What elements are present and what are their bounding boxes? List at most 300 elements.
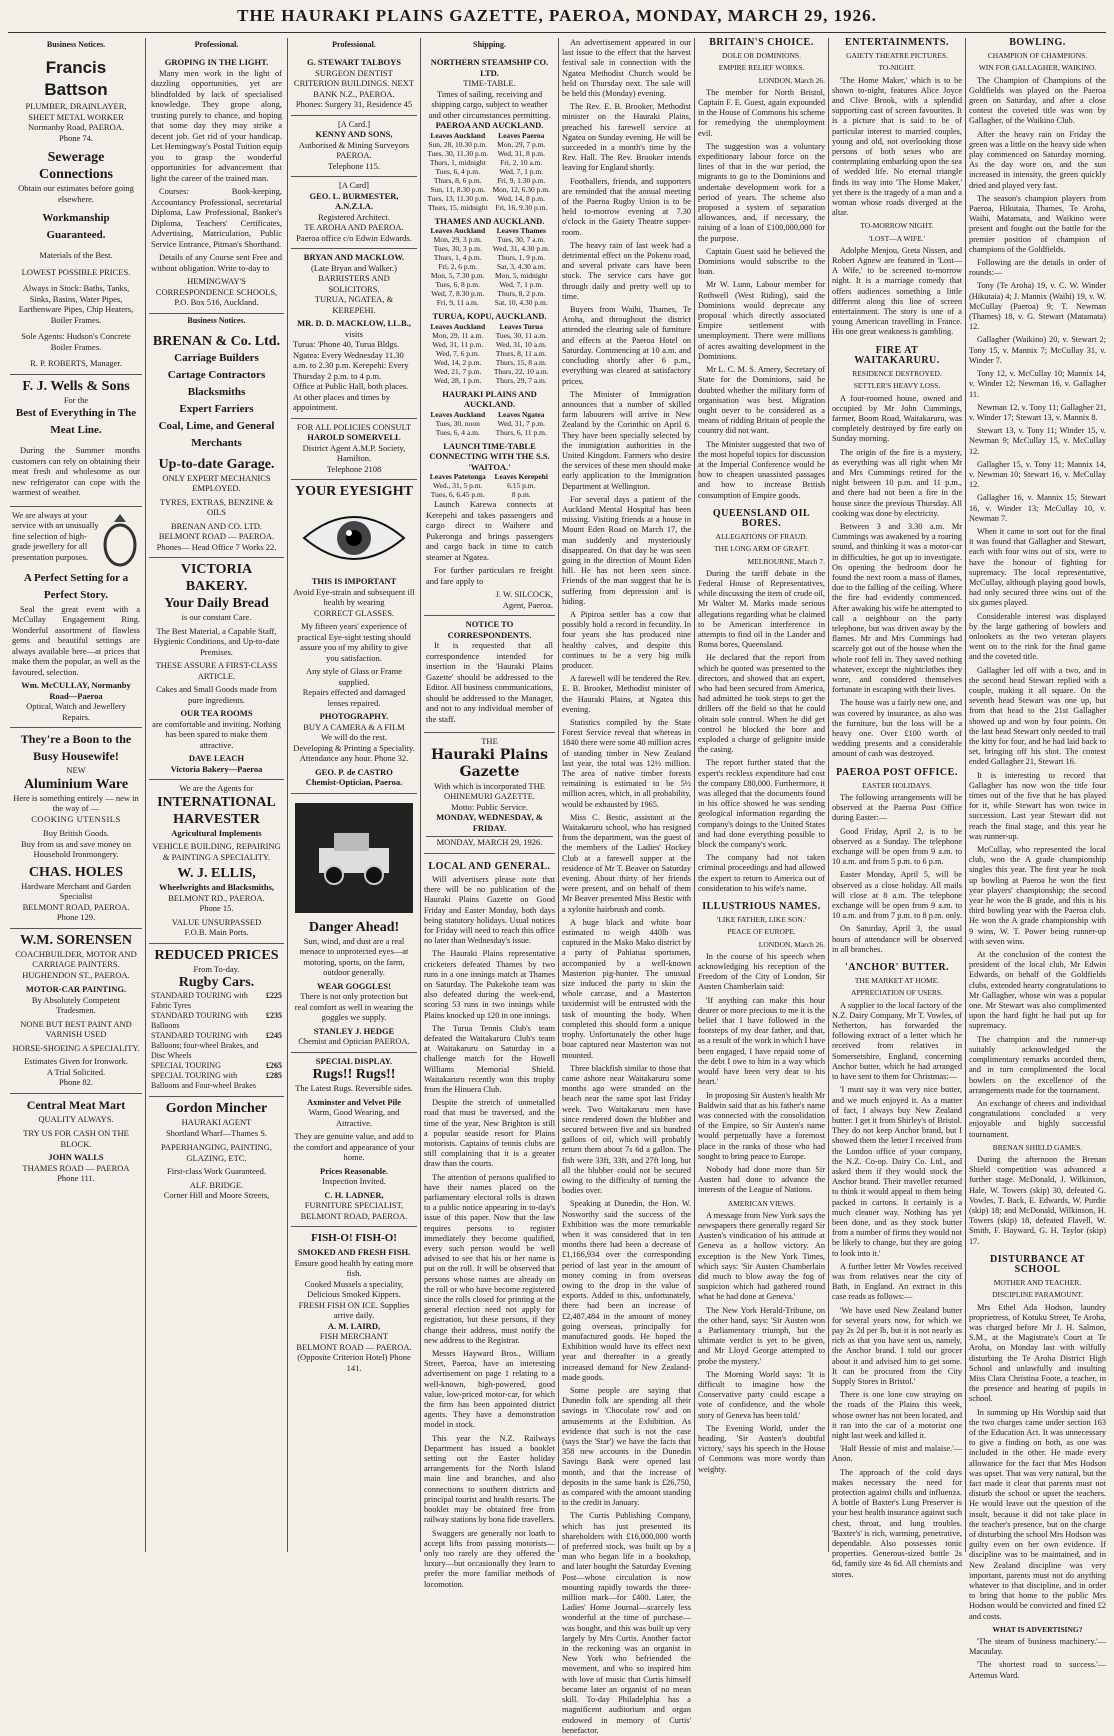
table-row bbox=[426, 428, 553, 437]
article-subheading: BRENAN SHIELD GAMES. bbox=[992, 1142, 1083, 1152]
price-label: STANDARD TOURING with Fabric Tyres bbox=[151, 991, 248, 1011]
table-cell: Fri, 16, 9.30 p.m. bbox=[495, 202, 548, 212]
table-header bbox=[426, 131, 553, 140]
advert-text: CORRECT GLASSES. bbox=[313, 607, 395, 618]
timetable bbox=[426, 472, 553, 499]
table-row bbox=[426, 349, 553, 358]
advert-heading: GROPING IN THE LIGHT. bbox=[164, 57, 269, 68]
article-text: Newman 12, v. Tony 11; Gallagher 21, v. Winder 17; Stewart 13, v. Mannix 8. bbox=[969, 402, 1106, 422]
advert-text: Avoid Eye-strain and subsequent ill health by wearing bbox=[293, 586, 415, 608]
advert-text: Materials of the Best. bbox=[39, 250, 113, 261]
card-burmester bbox=[291, 177, 417, 249]
table-cell: Wed, 31, 10 a.m. bbox=[495, 339, 547, 349]
notice-correspondents bbox=[424, 616, 555, 733]
advert-heading: PHOTOGRAPHY. bbox=[319, 711, 389, 722]
table-cell: Sun, 11, 8.30 p.m. bbox=[430, 184, 486, 194]
article-text: The approach of the cold days makes necessary the need for protection against chills and influenza. A bottle of Baxter's Lung Preserver is your best health insurance against such chest, throat, and lung troubles. 'Baxter's' is rich, warming, penetrative, dependable. Also possesses tonic properties. Generous-sized bottle 2s 6d, family size 4s 6d. All chemists and stores. bbox=[832, 1467, 962, 1579]
advert-text: Phone 129. bbox=[56, 912, 96, 923]
article-text: Some people are saying that Dunedin folk are spending all their savings in 'Chocolate row' and on amusements at the Exhibition. As evidence that such is not the case (says the 'Star') we have the facts that 358 new accounts in the Dunedin Savings Bank were opened last month, and that the increase of deposits in the same bank is £26,750, as compared with the amount standing to the credit in January. bbox=[562, 1386, 691, 1508]
advert-text: For the bbox=[63, 394, 89, 405]
advert-text: Obtain our estimates before going elsewhere. bbox=[18, 183, 134, 204]
article-text: A message from New York says the newspapers there generally regard Sir Austen's vindication of his attitude at Geneva as a hollow victory. An exception is the New York Times, which says: 'Sir Austen Chamberlain did much to blow away the fog of suspicion which had gathered round what he had done at Geneva.' bbox=[698, 1210, 825, 1302]
article-text: 'Half Bessie of mist and malaise.'—Anon. bbox=[832, 1444, 962, 1464]
advert-text: COACHBUILDER, MOTOR AND CARRIAGE PAINTERS. bbox=[15, 948, 137, 970]
article-heading: LOCAL AND GENERAL. bbox=[428, 860, 551, 872]
advert-text: COOKING UTENSILS bbox=[31, 813, 121, 824]
advert-text: QUALITY ALWAYS. bbox=[38, 1113, 114, 1124]
table-cell: Wed, 7, 1 p.m. bbox=[499, 166, 544, 176]
advert-text: We will do the rest. bbox=[320, 732, 388, 743]
table-cell: Leaves Patetonga bbox=[429, 472, 486, 482]
article-subheading: 'LOST—A WIFE.' bbox=[869, 233, 925, 243]
price-label: SPECIAL TOURING with Balloons and Four-wheel Brakes bbox=[151, 1071, 256, 1091]
article-text: During the afternoon the Brenan Shield competition was advanced a further stage. McDonald, J. Wilkinson, Hale, W. Towers (skip) 30, defeated G. Vowles, T. Back, E. Edwards, W. Purdie (skip) 18; and McDonald, Wilkinson, H. Towers (skip) 18, defeated Flavell, W. Smith, F. Hayward, G. H. Taylor (skip) 17. bbox=[969, 1154, 1106, 1246]
table-cell: Wed, 14, 2 p.m. bbox=[433, 357, 482, 367]
flag-text: With which is incorporated THE OHINEMURI GAZETTE. bbox=[434, 780, 545, 802]
table-cell: Thurs, 22, 10 a.m. bbox=[493, 366, 549, 376]
article-subheading: THE MARKET AT HOME. bbox=[854, 976, 940, 986]
advert-text: MR. D. D. MACKLOW, LL.B., bbox=[297, 318, 411, 329]
advert-text: HORSE-SHOEING A SPECIALITY. bbox=[12, 1042, 140, 1053]
table-cell: Wed, 28, 1 p.m. bbox=[433, 375, 482, 385]
article-text: The Evening World, under the heading, 'Sir Austen's doubtful victory,' says his speech in the House of Commons was more wordy than weighty. bbox=[698, 1423, 825, 1474]
table-cell: Leaves Turua bbox=[499, 321, 544, 331]
card-kenny bbox=[291, 116, 417, 178]
advert-name: G. STEWART TALBOYS bbox=[307, 57, 401, 68]
table-cell: Leaves Auckland bbox=[430, 321, 486, 331]
advert-text: THESE ASSURE A FIRST-CLASS ARTICLE. bbox=[155, 660, 278, 681]
table-row bbox=[426, 167, 553, 176]
advert-text: TE AROHA AND PAEROA. bbox=[304, 222, 404, 233]
table-row bbox=[426, 358, 553, 367]
article-text: A huge black and white boar estimated to weigh 440lb was captured in the Mako Mako district by a party of Pahiatua sportsmen, accompanied by a well-known Masterton pig-hunter. The unusual size induced the party to skin the whole carcase, and a Masterton taxidermist will be entrusted with the task of mounting the body. When completed this should form a unique trophy. Unfortunately the other huge boar captured near Masterton was not mounted. bbox=[562, 917, 691, 1060]
article-text: Following are the details in order of rounds:— bbox=[969, 258, 1106, 278]
column-rule bbox=[558, 38, 559, 1552]
article-subheading: DISCIPLINE PARAMOUNT. bbox=[992, 1290, 1083, 1300]
advert-name: GEO. L. BURMESTER, A.N.Z.I.A. bbox=[309, 190, 399, 212]
article-text: 'If anything can make this hour dearer or more precious to me it is the belief that I have followed in the footsteps of my dear father, and that, as a result of the work in which I have been engaged, I have repaid some of the debt I owe to him in a way which would have been very dear to his heart.' bbox=[698, 995, 825, 1087]
newspaper-title: Hauraki Plains Gazette bbox=[430, 746, 549, 780]
column-rule bbox=[828, 38, 829, 1552]
table-cell: Wed, 21, 7 p.m. bbox=[433, 366, 482, 376]
table-cell: Tues, 6, 4 p.m. bbox=[435, 166, 481, 176]
advert-text: District Agent A.M.P. Society, Hamilton. bbox=[302, 442, 406, 464]
article-subheading: THE LONG ARM OF GRAFT. bbox=[713, 544, 810, 554]
article-text: Good Friday, April 2, is to be observed as a Sunday. The telephone exchange will be open from 9 a.m. to 10 a.m. and from 5 p.m. to 6 p.m. bbox=[832, 826, 962, 867]
article-heading: ENTERTAINMENTS. bbox=[845, 37, 949, 48]
article-text: At the conclusion of the contest the president of the local club, Mr Edwin Edwards, on behalf of the Goldfields clubs, extended hearty congratulations to Mr Gallagher, whose win was a popular one. Mr Stewart was also complimented upon the hard fight he had put up for supremacy. bbox=[969, 950, 1106, 1031]
advert-text: HEMINGWAY'S CORRESPONDENCE SCHOOLS, P.O. Box 516, Auckland. bbox=[155, 276, 278, 308]
advert-text: Coal, Lime, and General Merchants bbox=[158, 419, 275, 449]
advert-text: SMOKED AND FRESH FISH. bbox=[297, 1247, 411, 1258]
table-header bbox=[426, 410, 553, 419]
article-text: 'The steam of business machinery.'—Macaulay. bbox=[969, 1637, 1106, 1657]
column-2 bbox=[149, 38, 284, 1552]
table-row bbox=[426, 149, 553, 158]
article-text: In summing up His Worship said that the two charges came under section 163 of the Education Act. It was unnecessary to give a finding on both, as one was included in the other. He made every allowance for the fact that Mrs Hodson was upset. That was very natural, but the fact made it clear that parents must not disturb the school or upset the teachers. He would leave out the question of the insult, because it did not take place in the teacher's presence, but on the charge of disturbing the school Mrs Hodson was guilty even on her own evidence. If discipline was to be maintained, and in New Zealand discipline was very important, parents must not do anything whatever to that discipline, and in order to bring that home to the public Mrs Hodson would be convicted and fined £2 and costs. bbox=[969, 1407, 1106, 1621]
table-cell: Thurs, 8, 2 p.m. bbox=[497, 289, 546, 299]
advert-text: PLUMBER, DRAINLAYER, SHEET METAL WORKER bbox=[25, 101, 127, 122]
table-header bbox=[426, 322, 553, 331]
advert-heading: Rugby Cars. bbox=[178, 975, 255, 991]
advert-text: Inspection Invited. bbox=[322, 1176, 386, 1187]
table-row bbox=[426, 298, 553, 307]
table-cell: 6.15 p.m. bbox=[507, 481, 536, 491]
advert-sorensen bbox=[10, 929, 142, 1094]
article-text: The house was a fairly new one, and was covered by insurance, as also was the furniture, but the loss will be a heavy one. Over £100 worth of wedding presents and a considerable amount of cash was destroyed. bbox=[832, 698, 962, 759]
price-row bbox=[151, 991, 282, 1011]
article-text: Speaking at Dunedin, the Hon. W. Nosworthy said the success of the Exhibition was the more remarkable when it was considered that in ten months there had been a decrease of £1,166,934 over the corresponding period of last year in the amount of money coming in from overseas owing to the drop in the value of exports. Added to this, unfortunately, there had been an increase of £2,487,484 in the amount of money going overseas, principally for manufactured goods. He hoped the Exhibition would have its effect next year and thereafter in a greatly increased demand for New Zealand-made goods. bbox=[562, 1199, 691, 1382]
advert-text: Phone 111. bbox=[57, 1173, 95, 1184]
advert-text: Registered Architect. bbox=[318, 211, 390, 222]
price-value: £285 bbox=[266, 1071, 282, 1081]
advert-text: Turua: 'Phone 40, Turua Bldgs. Ngatea: Every Wednesday 11.30 a.m. to 2.30 p.m. Kerepehi: Every Thursday 2 p.m. to 4 p.m. bbox=[293, 339, 409, 381]
advert-text: Carriage Builders bbox=[174, 351, 259, 364]
article-text: Adolphe Menjou, Greta Nissen, and Robert Agnew are featured in 'Lost—A Wife,' to be screened to-morrow night. It is a marriage comedy that offers audiences something a little different along this line of screen entertainment. The story is one of a young American travelling in France. His one great weakness is gambling. bbox=[832, 245, 962, 337]
article-subheading: MOTHER AND TEACHER. bbox=[993, 1278, 1082, 1288]
advert-heading: HAURAKI PLAINS AND AUCKLAND. bbox=[442, 388, 537, 410]
advert-aluminium bbox=[10, 728, 142, 929]
advert-text: [A Card] bbox=[339, 180, 369, 191]
advert-heading: They're a Boon to the Busy Housewife! bbox=[20, 732, 132, 764]
advert-heading: NORTHERN STEAMSHIP CO. LTD. bbox=[430, 57, 549, 78]
article-text: The Champion of Champions of the Goldfields was played on the Paeroa green on Saturday, and after a close contest the coveted title was won by Gallagher, of the Waikino Club. bbox=[969, 75, 1106, 126]
advert-heading: Danger Ahead! bbox=[308, 919, 400, 935]
card-talboys bbox=[291, 54, 417, 116]
advert-rugby-cars bbox=[149, 944, 284, 1098]
table-cell: Leaves Paeroa bbox=[498, 130, 545, 140]
table-row bbox=[426, 367, 553, 376]
table-cell: Thurs, 29, 7 a.m. bbox=[495, 375, 547, 385]
advert-text: Agent, Paeroa. bbox=[502, 599, 553, 610]
advert-text: Wheelwrights and Blacksmiths, bbox=[159, 882, 274, 893]
table-cell: Tues, 6, 4 a.m. bbox=[435, 427, 480, 437]
article-text: 'The Home Maker,' which is to be shown to-night, features Alice Joyce and Clive Brook, with a splendid supporting cast of screen favourites. It is a picture that is said to be of particular interest to married couples, young and old, not overlooking those persons of both sexes who are contemplating embarking upon the sea of wedded life. No eternal triangle finds its way into 'The Home Maker,' yet there is the tragedy of a man and a woman whose roads diverged at the altar. bbox=[832, 75, 962, 218]
advert-text: Phone 82. bbox=[59, 1077, 93, 1088]
article-text: Statistics compiled by the State Forest Service reveal that whereas in 1840 there were some 40 million acres of standing timber in New Zealand last year, the total was 12½ million. The area of native timber forests remaining is estimated to be 5½ million acres, which, in all probability, would be exhausted by 1965. bbox=[562, 718, 691, 809]
article-text: Easter Monday, April 5, will be observed as a close holiday. All mails will close at 8 a.m. The telephone exchange will be open from 9 a.m. to 10 a.m. and from 7 p.m. to 8 p.m. only. bbox=[832, 870, 962, 921]
article-subheading: AMERICAN VIEWS. bbox=[727, 1198, 796, 1208]
advert-fish bbox=[291, 1227, 417, 1378]
table-row bbox=[426, 194, 553, 203]
advert-wells bbox=[10, 375, 142, 507]
section-heading: Professional. bbox=[332, 40, 376, 49]
advert-text: BUY A CAMERA & A FILM bbox=[303, 721, 405, 732]
article-text: An exchange of cheers and individual congratulations concluded a very enjoyable and highly successful tournament. bbox=[969, 1098, 1106, 1139]
article-heading: ILLUSTRIOUS NAMES. bbox=[702, 901, 821, 913]
price-value: £225 bbox=[266, 991, 282, 1001]
table-row bbox=[426, 176, 553, 185]
advert-heading: INTERNATIONAL HARVESTER bbox=[157, 794, 276, 827]
article-heading: DISTURBANCE AT SCHOOL bbox=[990, 1253, 1085, 1275]
article-text: Gallagher 16, v. Mannix 15; Stewart 16, v. Winder 13; McCullay 10, v. Newman 7. bbox=[969, 493, 1106, 523]
advert-text: OUR TEA ROOMS bbox=[180, 708, 253, 719]
table-cell: Fri, 2, 6 p.m. bbox=[438, 262, 478, 272]
article-subheading: PEACE OF EUROPE. bbox=[727, 927, 796, 937]
advert-text: Chemist-Optician, Paeroa. bbox=[305, 777, 403, 788]
table-row bbox=[426, 244, 553, 253]
advert-text: They are genuine value, and add to the comfort and appearance of your home. bbox=[293, 1131, 415, 1163]
advert-text: Cakes and Small Goods made from pure ingredients. bbox=[156, 684, 277, 705]
article-text: A supplier to the local factory of the N.Z. Dairy Company, Mr T. Vowles, of Netherton, has forwarded the following extract of a letter which he received from relatives in Somersetshire, England, concerning Anchor butter, which he had arranged to have sent to them for Christmas:— bbox=[832, 1000, 962, 1082]
advert-text: CRITERION BUILDINGS. NEXT BANK N.Z., PAEROA. bbox=[293, 78, 415, 99]
advert-text: BELMONT ROAD — PAEROA. (Opposite Criterion Hotel) Phone 141. bbox=[296, 1341, 412, 1373]
article-text: Between 3 and 3.30 a.m. Mr Cummings was awakened by a roaring sound, and thinking it was a motor-car in difficulties, he got up to investigate. On opening the bedroom door he found the next room a mass of flames, due to the falling of the ceiling. Where the fire had evidently commenced. After awaking his wife he attempted to call a neighbour on the party telephone, but was driven away by the flames. Mr and Mrs Cummings had scarcely got out of the house when the whole roof fell in. They saved nothing whatever, except the nightclothes they wore, and considered themselves fortunate in escaping with their lives. bbox=[832, 521, 962, 695]
advert-battson bbox=[10, 54, 142, 375]
table-cell: Thurs, 6, 11 p.m. bbox=[495, 427, 547, 437]
table-row bbox=[426, 340, 553, 349]
timetable bbox=[426, 410, 553, 437]
advert-walls bbox=[10, 1094, 142, 1189]
advert-name: Wm. McCULLAY, Normanby Road—Paeroa bbox=[21, 680, 131, 701]
advert-text: LOWEST POSSIBLE PRICES. bbox=[21, 266, 131, 277]
advert-text: Normanby Road, PAEROA. bbox=[27, 122, 125, 133]
table-cell: Mon, 12, 6.30 p.m. bbox=[492, 184, 550, 194]
advert-text: We are always at your service with an unusually fine selection of high-grade jewellery for all presentation purposes. bbox=[12, 509, 99, 562]
advert-name: J. W. SILCOCK, bbox=[495, 589, 553, 600]
advert-text: TURUA, NGATEA, & KEREPEHI. bbox=[314, 294, 394, 315]
column-7 bbox=[832, 37, 962, 1579]
table-row bbox=[426, 253, 553, 262]
advert-text: Phone 74. bbox=[59, 132, 93, 143]
article-text: Considerable interest was displayed by the large gathering of bowlers and onlookers as the two veteran players went on to the rink for the final game and the coveted title. bbox=[969, 611, 1106, 662]
table-header bbox=[426, 472, 553, 481]
table-cell: Wed, 31, 11 p.m. bbox=[432, 339, 484, 349]
advert-eyesight bbox=[291, 480, 417, 794]
advert-goggles bbox=[291, 794, 417, 1053]
advert-text: BELMONT ROAD, PAEROA. bbox=[22, 901, 130, 912]
table-cell: Sun, 28, 10.30 p.m. bbox=[428, 139, 488, 149]
advert-heading: Workmanship Guaranteed. bbox=[42, 212, 110, 242]
advert-text: Corner Hill and Moore Streets, bbox=[163, 1190, 270, 1201]
article-text: During the tariff debate in the Federal House of Representatives, while discussing the item of crude oil, Mr Walter M. Marks made serious allegations regarding what he claimed to be American interference in attempts to find oil in the Lander and Roma bores, Queensland. bbox=[698, 568, 825, 650]
advert-text: PAEROA AND AUCKLAND. bbox=[435, 120, 544, 131]
advert-harvester bbox=[149, 780, 284, 944]
advert-text: TYRES, EXTRAS, BENZINE & OILS bbox=[159, 496, 274, 518]
dateline: MELBOURNE, March 7. bbox=[747, 556, 825, 566]
table-cell: Leaves Thames bbox=[496, 226, 546, 236]
advert-name: GEO. P. de CASTRO bbox=[315, 766, 393, 777]
advert-text: Axminster and Velvet Pile bbox=[306, 1096, 402, 1107]
article-text: The suggestion was a voluntary expeditionary labour force on the lines of that in the war period, the migrants to go to the Dominions and undertake development work for a period of years. The scheme also proposed a system of separation allowances, and, if necessary, the raising of a loan of £100,000,000 for the purpose. bbox=[698, 141, 825, 243]
advert-name: C. H. LADNER, bbox=[324, 1189, 384, 1200]
article-text: The member for North Bristol, Captain F. E. Guest, again expounded in the House of Commons his scheme for remedying the unemployment evil. bbox=[698, 87, 825, 138]
article-text: The report further stated that the expert's reckless expenditure had cost the company £80,000. Furthermore, it was alleged that the documents found in his office showed he was sending geological information regarding the company's doings to the United States and had done everything possible to block the company's work. bbox=[698, 758, 825, 850]
advert-mincher bbox=[149, 1097, 284, 1206]
article-subheading: TO-NIGHT. bbox=[878, 63, 916, 73]
article-subheading: DOLE OR DOMINIONS. bbox=[722, 51, 801, 61]
article-text: The origin of the fire is a mystery, as everything was all right when Mr and Mrs Cummings retired for the night between 10 p.m. and 11 p.m., and there had not been a fire in the house since the previous Thursday. All cooking was done by electricity. bbox=[832, 447, 962, 518]
article-text: Gallagher 15, v. Tony 11; Mannix 14, v. Newman 10; Stewart 16, v. McCullay 12. bbox=[969, 459, 1106, 490]
article-text: Gallagher led off with a two, and in the second head Stewart replied with a couple, making it all square. On the seventh head Stewart was one up, but from that head to the 21st Gallagher showed up and won by four points. On the last head Stewart only needed to trail the kitty for four, and he had laid back to set, bringing off his shot. The contest ended Gallagher 21, Stewart 16. bbox=[969, 665, 1106, 767]
flag-text: THE bbox=[481, 736, 498, 747]
table-cell: Mon, 5, midnight bbox=[494, 271, 548, 281]
article-text: Three blackfish similar to those that came ashore near Waitakaruru some months ago were stranded on the beach near the same spot last Friday week. Two Waitakaruru men have since rendered down the blubber and secured between five and six hundred gallons of oil, which will probably return them about 7s 6d a gallon. The fish were 33ft, 33ft, and 27ft long, but all the blubber could not be secured owing to the difficulty of turning the bodies over. bbox=[562, 1063, 691, 1196]
table-cell: Thurs, 15, midnight bbox=[427, 202, 488, 212]
car-icon bbox=[309, 823, 399, 893]
table-cell: Wed, 31, 8 p.m. bbox=[497, 148, 546, 158]
masthead-rule bbox=[8, 32, 1106, 33]
article-heading: BOWLING. bbox=[1009, 37, 1066, 48]
advert-text: Always in Stock: Baths, Tanks, Sinks, Basins, Water Pipes, Earthenware Pipes, Chip Heaters, Boiler Frames. bbox=[18, 283, 134, 325]
article-heading: QUEENSLAND OIL BORES. bbox=[712, 507, 811, 529]
price-row bbox=[151, 1011, 282, 1031]
table-cell: Leaves Ngatea bbox=[498, 409, 545, 419]
advert-name: ALF. BRIDGE. bbox=[189, 1179, 244, 1190]
advert-text: [A Card.] bbox=[337, 118, 371, 129]
advert-heading: Aluminium Ware bbox=[23, 776, 129, 792]
advert-text: Expert Farriers bbox=[179, 402, 254, 415]
advert-text: Sun, wind, and dust are a real menace to unprotected eyes—at motoring, sports, on the farm, outdoor generally. bbox=[299, 935, 409, 978]
article-text: He declared that the report from which he quoted was presented to the directors, and showed that an expert, who had been secured from America, had admitted he took steps to get the drillers off the field so that he could obtain sole control. When he did get control he blocked the bore and exploded a charge of gelignite inside the casing. bbox=[698, 653, 825, 755]
advert-text: Developing & Printing a Speciality. bbox=[293, 742, 415, 753]
article-text: Will advertisers please note that there will be no publication of the Hauraki Plains Gazette on Good Friday and Easter Monday, both days being statutory holidays. Usual notices for Friday will need to reach this office no later than Wednesday's issue. bbox=[424, 874, 555, 946]
advert-heading: LAUNCH TIME-TABLE CONNECTING WITH THE S.S. 'WAITOA.' bbox=[429, 440, 550, 472]
advert-name: A. M. LAIRD, bbox=[327, 1320, 381, 1331]
table-row bbox=[426, 203, 553, 212]
card-somervell bbox=[291, 419, 417, 481]
advert-text: FURNITURE SPECIALIST, BELMONT ROAD, PAEROA. bbox=[300, 1200, 408, 1221]
article-text: Tony (Te Aroha) 19, v. C. W. Winder (Hikutaia) 4; J. Mannix (Waihi) 19, v. W. McCullay (Paeroa) 9; T. Newman (Thames) 18, v. G. Stewart (Matamata) 12. bbox=[969, 281, 1106, 332]
table-cell: Mon, 29, 11 a.m. bbox=[432, 330, 484, 340]
table-row bbox=[426, 419, 553, 428]
advert-heading: TURUA, KOPU, AUCKLAND. bbox=[432, 311, 547, 322]
article-subheading: EASTER HOLIDAYS. bbox=[862, 780, 932, 790]
table-cell: Thurs, 1, 4 p.m. bbox=[433, 253, 482, 263]
advert-mcullay bbox=[10, 507, 142, 729]
advert-text: BELMONT RD., PAEROA. bbox=[168, 892, 265, 903]
table-cell: Tues, 6, 6.45 p.m. bbox=[430, 490, 485, 500]
advert-text: FOR ALL POLICIES CONSULT bbox=[296, 421, 412, 432]
article-text: Swaggers are generally not loath to accept lifts from passing motorists—only too rarely are they offered the luxury—but occasionally they learn to prefer the more familiar methods of locomotion. bbox=[424, 1528, 555, 1589]
article-text: A further letter Mr Vowles received was from relatives near the city of Bath, in England. An extract in this case reads as follows:— bbox=[832, 1261, 962, 1302]
advert-heading: A Perfect Setting for a Perfect Story. bbox=[23, 571, 129, 601]
advert-text: Phone 15. bbox=[199, 903, 234, 914]
advert-text: Blacksmiths bbox=[187, 385, 246, 398]
advert-text: FISH MERCHANT bbox=[319, 1331, 389, 1342]
advert-text: My fifteen years' experience of practical Eye-sight testing should assure you of my ability to give you satisfaction. bbox=[297, 621, 411, 663]
article-text: After the heavy rain on Friday the green was a little on the heavy side when play commenced on Saturday morning. As the day wore on, and the sun increased in intensity, the green quickly dried and played very fast. bbox=[969, 129, 1106, 190]
advert-text: Seal the great event with a McCullay Engagement Ring. Wonderful assortment of flawless gems and beautiful settings are always available here—at prices that make them the popular, as well as the favoured, selection. bbox=[12, 603, 140, 677]
article-text: The Curtis Publishing Company, which has just presented its shareholders with £16,000,000 worth of preferred stock, was built up by a man who began life in a bookshop, and later bought the Saturday Evening Post—whose circulation is now mounting rapidly towards the three-million mark—for £400. Later, the Ladies' Home Journal—scarcely less wonderful at the time of purchase—was bought, and this was built up very largely by Mrs Curtis. Another factor in the reckoning was an organist in New York who befriended the movement, and who so inspired him with love of music that Curtis himself became later an organist of no mean skill. To-day Philadelphia has a magnificent auditorium and organ endowed in memory of Curtis' benefactor. bbox=[562, 1511, 691, 1735]
card-bryan-macklow bbox=[291, 249, 417, 419]
table-cell: Tues, 6, 8 p.m. bbox=[435, 280, 481, 290]
advert-text: TIME-TABLE. bbox=[463, 78, 516, 89]
advert-text: Details of any Course sent Free and without obligation. Write to-day to bbox=[151, 252, 282, 273]
table-row bbox=[426, 481, 553, 490]
table-cell: Mon, 29, 3 p.m. bbox=[433, 235, 482, 245]
section-heading: Professional. bbox=[194, 40, 239, 49]
article-subheading: GAIETY THEATRE PICTURES. bbox=[846, 51, 948, 61]
advert-text: Agricultural Implements bbox=[171, 827, 262, 838]
table-cell: Mon, 29, 7 p.m. bbox=[497, 139, 546, 149]
advert-hemingway bbox=[149, 54, 284, 314]
article-text: Miss C. Bestic, assistant at the Waitakaruru school, who has resigned from the department, was the guest of the members of the Ladies' Hockey Club at a farewell supper at the residence of Mr T. Beaver on Saturday evening. About thirty of her friends were present, and on behalf of them Mr Beaver presented Miss Bestic with a xylonite hairbrush and comb. bbox=[562, 812, 691, 914]
article-text: The Minister of Immigration announces that a number of skilled farm labourers will arrive in New Zealand by the Corinthic on April 6. They have been specially selected by the immigration authorities in the United Kingdom. Farmers who desire the services of these men should make early application to the Immigration Department at Wellington. bbox=[562, 389, 691, 491]
advert-name: VICTORIA BAKERY. bbox=[180, 562, 253, 595]
table-cell: Tues, 30, noon bbox=[435, 418, 480, 428]
advert-heading: Best of Everything in The Meat Line. bbox=[15, 407, 137, 437]
table-row bbox=[426, 271, 553, 280]
article-text: An advertisement appeared in our last issue to the effect that the harvest festival sale in connection with the Ngatea Methodist Church would be held on Thursday next. The sale will be held this (Monday) evening. bbox=[562, 38, 691, 99]
advert-text: Prices Reasonable. bbox=[320, 1165, 388, 1176]
advert-text: PAPERHANGING, PAINTING, GLAZING, ETC. bbox=[160, 1142, 273, 1163]
article-text: Messrs Hayward Bros., William Street, Paeroa, have an interesting advertisement on page 1 relating to a well-known, high-powered, good value, low-priced motor-car, for which the firm has been appointed district agents. They have a demonstration model in stock. bbox=[424, 1349, 555, 1430]
table-cell: Wed, 31, 7 p.m. bbox=[497, 418, 546, 428]
table-cell: Tues, 30, 3 p.m. bbox=[433, 244, 482, 254]
advert-text: VALUE UNSURPASSED bbox=[171, 916, 262, 927]
table-cell: Fri, 2, 10 a.m. bbox=[500, 157, 543, 167]
article-text: The Rev. E. B. Brooker, Methodist minister on the Hauraki Plains, preached his farewell service at Ngatea on Sunday evening. He will be succeeded in a month's time by the Rev. Hall. The Rev. Brooker intends leaving for England shortly. bbox=[562, 102, 691, 173]
article-text: The attention of persons qualified to have their names placed on the parliamentary electoral rolls is drawn to a public notice appearing in to-day's issue of this paper. Now that the law requires persons to register immediately they become qualified, every such person would be well advised to see that his or her name is put on the roll. It will be observed that persons whose names are already on the roll or who have become registered since the rolls closed for printing at the general election need not apply for registration, but these persons, if they change their address, must notify the new address to the Registrar. bbox=[424, 1172, 555, 1345]
table-cell: Tues, 13, 11.30 p.m. bbox=[427, 193, 489, 203]
article-text: The Morning World says: 'It is difficult to imagine how the Conservative party could escape a vote of confidence, and the whole story of Geneva has been told.' bbox=[698, 1369, 825, 1420]
article-text: It is requested that all correspondence intended for insertion in the 'Hauraki Plains Gazette' should be addressed to the Editor. All business communications, should be addressed to the Manager, and not to any individual member of the staff. bbox=[426, 640, 553, 724]
advert-text: Times of sailing, receiving and shipping cargo, subject to weather and other circumstances permitting. bbox=[428, 88, 551, 120]
section-heading: Business Notices. bbox=[46, 40, 106, 49]
price-value: £235 bbox=[266, 1011, 282, 1021]
advert-text: First-class Work Guaranteed. bbox=[166, 1166, 266, 1177]
advert-text: For further particulars re freight and fare apply to bbox=[426, 565, 553, 586]
article-subheading: ALLEGATIONS OF FRAUD. bbox=[715, 532, 808, 542]
column-1 bbox=[10, 38, 142, 1552]
article-subheading: SETTLER'S HEAVY LOSS. bbox=[853, 381, 941, 391]
article-text: In the course of his speech when acknowledging his reception of the Freedom of the City of London, Sir Austen Chamberlain said: bbox=[698, 951, 825, 992]
advert-heading: REDUCED PRICES bbox=[154, 947, 279, 963]
advert-heading: Your Daily Bread bbox=[164, 596, 269, 612]
table-cell: Leaves Auckland bbox=[430, 409, 486, 419]
table-row bbox=[426, 490, 553, 499]
column-6 bbox=[698, 38, 825, 1552]
advert-name: CHAS. HOLES bbox=[28, 864, 124, 880]
article-text: The following arrangements will be observed at the Paeroa Post Office during Easter:— bbox=[832, 793, 962, 823]
article-text: It is interesting to record that Gallagher has now won the title four times out of the five that he has played for it, while Stewart has won twice in succession. Last year Stewart did not reach the final stage, and this year he was runner-up. bbox=[969, 770, 1106, 841]
article-text: 'We have used New Zealand butter for several years now, for which we pay 2s 2d per lb, but it is not nearly as rich as that you have sent us, namely, the Anchor brand. I told our grocer about it and advised him to get some. It can be procured from the City Supply Stores in Bristol.' bbox=[832, 1305, 962, 1386]
advert-heading: Central Meat Mart bbox=[26, 1097, 126, 1112]
advert-text: Shortland Wharf—Thames S. bbox=[165, 1127, 268, 1138]
advert-text: A Trial Solicited. bbox=[46, 1066, 106, 1077]
advert-heading: THAMES AND AUCKLAND. bbox=[434, 215, 545, 226]
advert-text: (Late Bryan and Walker.) bbox=[310, 262, 397, 273]
advert-text: is our constant Care. bbox=[181, 612, 252, 623]
article-text: Mr W. Lunn, Labour member for Rothwell (West Riding), said the Dominions would deprecate any proposal which directly associated Empire settlement with unemployment. There were millions of acres awaiting development in the Dominions. bbox=[698, 280, 825, 361]
advert-text: Authorised & Mining Surveyors PAEROA. bbox=[298, 139, 410, 161]
price-row bbox=[151, 1031, 282, 1061]
advert-name: BRENAN & Co. Ltd. bbox=[152, 333, 281, 349]
article-subheading: TO-MORROW NIGHT. bbox=[860, 221, 934, 231]
column-rule bbox=[965, 38, 966, 1552]
timetable bbox=[426, 226, 553, 307]
advert-text: Buy from us and save money on Household Ironmongery. bbox=[20, 838, 131, 860]
article-text: The company had not taken criminal proceedings and had allowed the expert to return to America out of consideration to his wife's name. bbox=[698, 853, 825, 893]
advert-text: Courses: Book-keeping, Accountancy Professional, secretarial Diploma, Law Professional, Banker's Diploma, Teachers' Certificates, Advertising, Matriculation, Public Service Entrance, Pitman's Shorthand. bbox=[151, 186, 282, 249]
advert-heading: Sewerage Connections bbox=[39, 150, 113, 183]
advert-text: Sole Agents: Hudson's Concrete Boiler Frames. bbox=[21, 331, 131, 352]
advert-name: JOHN WALLS bbox=[48, 1152, 104, 1163]
table-row bbox=[426, 331, 553, 340]
advert-text: Chemist and Optician PAEROA. bbox=[298, 1036, 410, 1047]
advert-text: Office at Public Hall, both places. At other places and times by appointment. bbox=[293, 381, 409, 413]
advert-text: MOTOR-CAR PAINTING. bbox=[25, 984, 127, 995]
article-text: 'The shortest road to success.'—Artemus Ward. bbox=[969, 1660, 1106, 1680]
article-text: The New York Herald-Tribune, on the other hand, says: 'Sir Austen won a Parliamentary triumph, but the ultimate verdict is yet to be given, and Mr Lloyd George attempted to probe the mystery.' bbox=[698, 1305, 825, 1366]
advert-text: By Absolutely Competent Tradesmen. bbox=[31, 994, 121, 1016]
table-cell: Leaves Auckland bbox=[430, 226, 486, 236]
advert-heading: Up-to-date Garage. bbox=[158, 456, 275, 472]
table-cell: Wed, 14, 8 p.m. bbox=[497, 193, 546, 203]
advert-text: Here is something entirely — new in the way of — bbox=[13, 792, 139, 814]
issue-date: MONDAY, MARCH 29, 1926. bbox=[426, 836, 553, 848]
